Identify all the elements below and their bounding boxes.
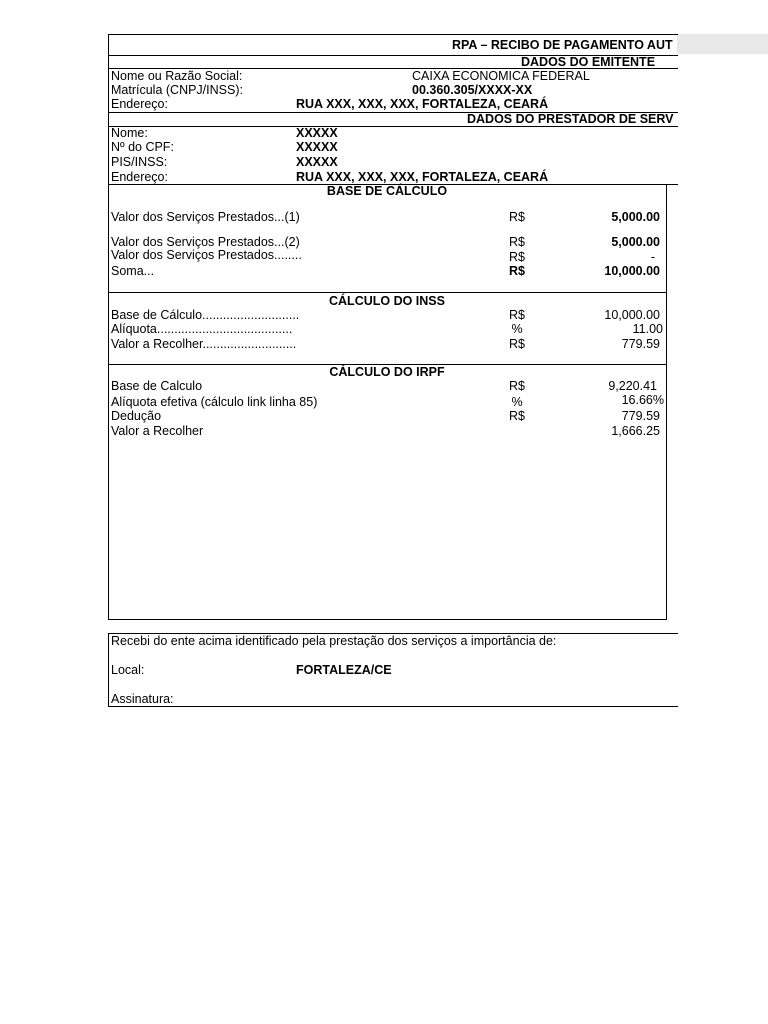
inss-row-label: Base de Cálculo............................ [111,308,300,322]
border-bottom [108,619,667,620]
irpf-row-value: 9,220.41 [608,379,657,393]
rule-inss [108,292,666,293]
base-row-value: - [650,250,655,264]
assinatura-label: Assinatura: [111,692,174,706]
inss-row-value: 11.00 [632,322,663,336]
prestador-cpf-value: XXXXX [296,140,338,154]
irpf-row-value: 779.59 [621,409,660,423]
emitente-endereco-label: Endereço: [111,97,168,111]
base-row-unit: R$ [509,235,525,249]
inss-row-unit: R$ [509,308,525,322]
prestador-section-title: DADOS DO PRESTADOR DE SERV [467,112,674,126]
irpf-row-value: 16.66% [621,393,664,407]
prestador-pis-label: PIS/INSS: [111,155,168,169]
inss-row-label: Valor a Recolher........................... [111,337,297,351]
base-row-unit: R$ [509,210,525,224]
irpf-row-label: Alíquota efetiva (cálculo link linha 85) [111,395,318,409]
base-row-unit: R$ [509,264,525,278]
irpf-row-unit: % [511,395,523,409]
irpf-row-label: Base de Calculo [111,379,203,393]
border-right [666,184,667,620]
base-row-value: 5,000.00 [611,210,660,224]
recibo-border-left [108,633,109,707]
inss-row-value: 10,000.00 [604,308,660,322]
prestador-nome-value: XXXXX [296,126,338,140]
emitente-section-title: DADOS DO EMITENTE [521,55,656,69]
irpf-title: CÁLCULO DO IRPF [329,365,445,379]
base-row-label: Soma... [111,264,155,278]
inss-row-value: 779.59 [621,337,660,351]
base-row-label: Valor dos Serviços Prestados...(2) [111,235,300,249]
base-row-label: Valor dos Serviços Prestados........ [111,248,302,262]
border-left [108,34,109,620]
base-row-unit: R$ [509,250,525,264]
inss-row-unit: % [511,322,523,336]
inss-title: CÁLCULO DO INSS [329,294,445,308]
base-row-value: 5,000.00 [611,235,660,249]
prestador-endereco-value: RUA XXX, XXX, XXX, FORTALEZA, CEARÁ [296,170,549,184]
base-row-value: 10,000.00 [604,264,660,278]
inss-row-label: Alíquota....................................... [111,322,293,336]
local-value: FORTALEZA/CE [296,663,392,677]
emitente-nome-label: Nome ou Razão Social: [111,69,243,83]
prestador-nome-label: Nome: [111,126,148,140]
prestador-endereco-label: Endereço: [111,170,168,184]
base-calculo-title: BASE DE CÁLCULO [326,184,448,198]
local-label: Local: [111,663,145,677]
irpf-row-unit: R$ [509,379,525,393]
base-row-label: Valor dos Serviços Prestados...(1) [111,210,300,224]
gray-header-cell [677,34,768,54]
emitente-endereco-value: RUA XXX, XXX, XXX, FORTALEZA, CEARÁ [296,97,549,111]
emitente-nome-value: CAIXA ECONOMICA FEDERAL [412,69,590,83]
prestador-pis-value: XXXXX [296,155,338,169]
rule-prestador [108,126,678,127]
recibo-border-bottom [108,706,678,707]
document-title: RPA – RECIBO DE PAGAMENTO AUT [452,38,673,52]
prestador-cpf-label: Nº do CPF: [111,140,174,154]
irpf-row-label: Valor a Recolher [111,424,204,438]
recibo-text: Recebi do ente acima identificado pela prestação dos serviços a importância de: [111,634,557,648]
irpf-row-unit: R$ [509,409,525,423]
irpf-row-value: 1,666.25 [611,424,660,438]
emitente-matricula-value: 00.360.305/XXXX-XX [412,83,533,97]
irpf-row-label: Dedução [111,409,162,423]
border-top [108,34,678,35]
emitente-matricula-label: Matrícula (CNPJ/INSS): [111,83,243,97]
inss-row-unit: R$ [509,337,525,351]
